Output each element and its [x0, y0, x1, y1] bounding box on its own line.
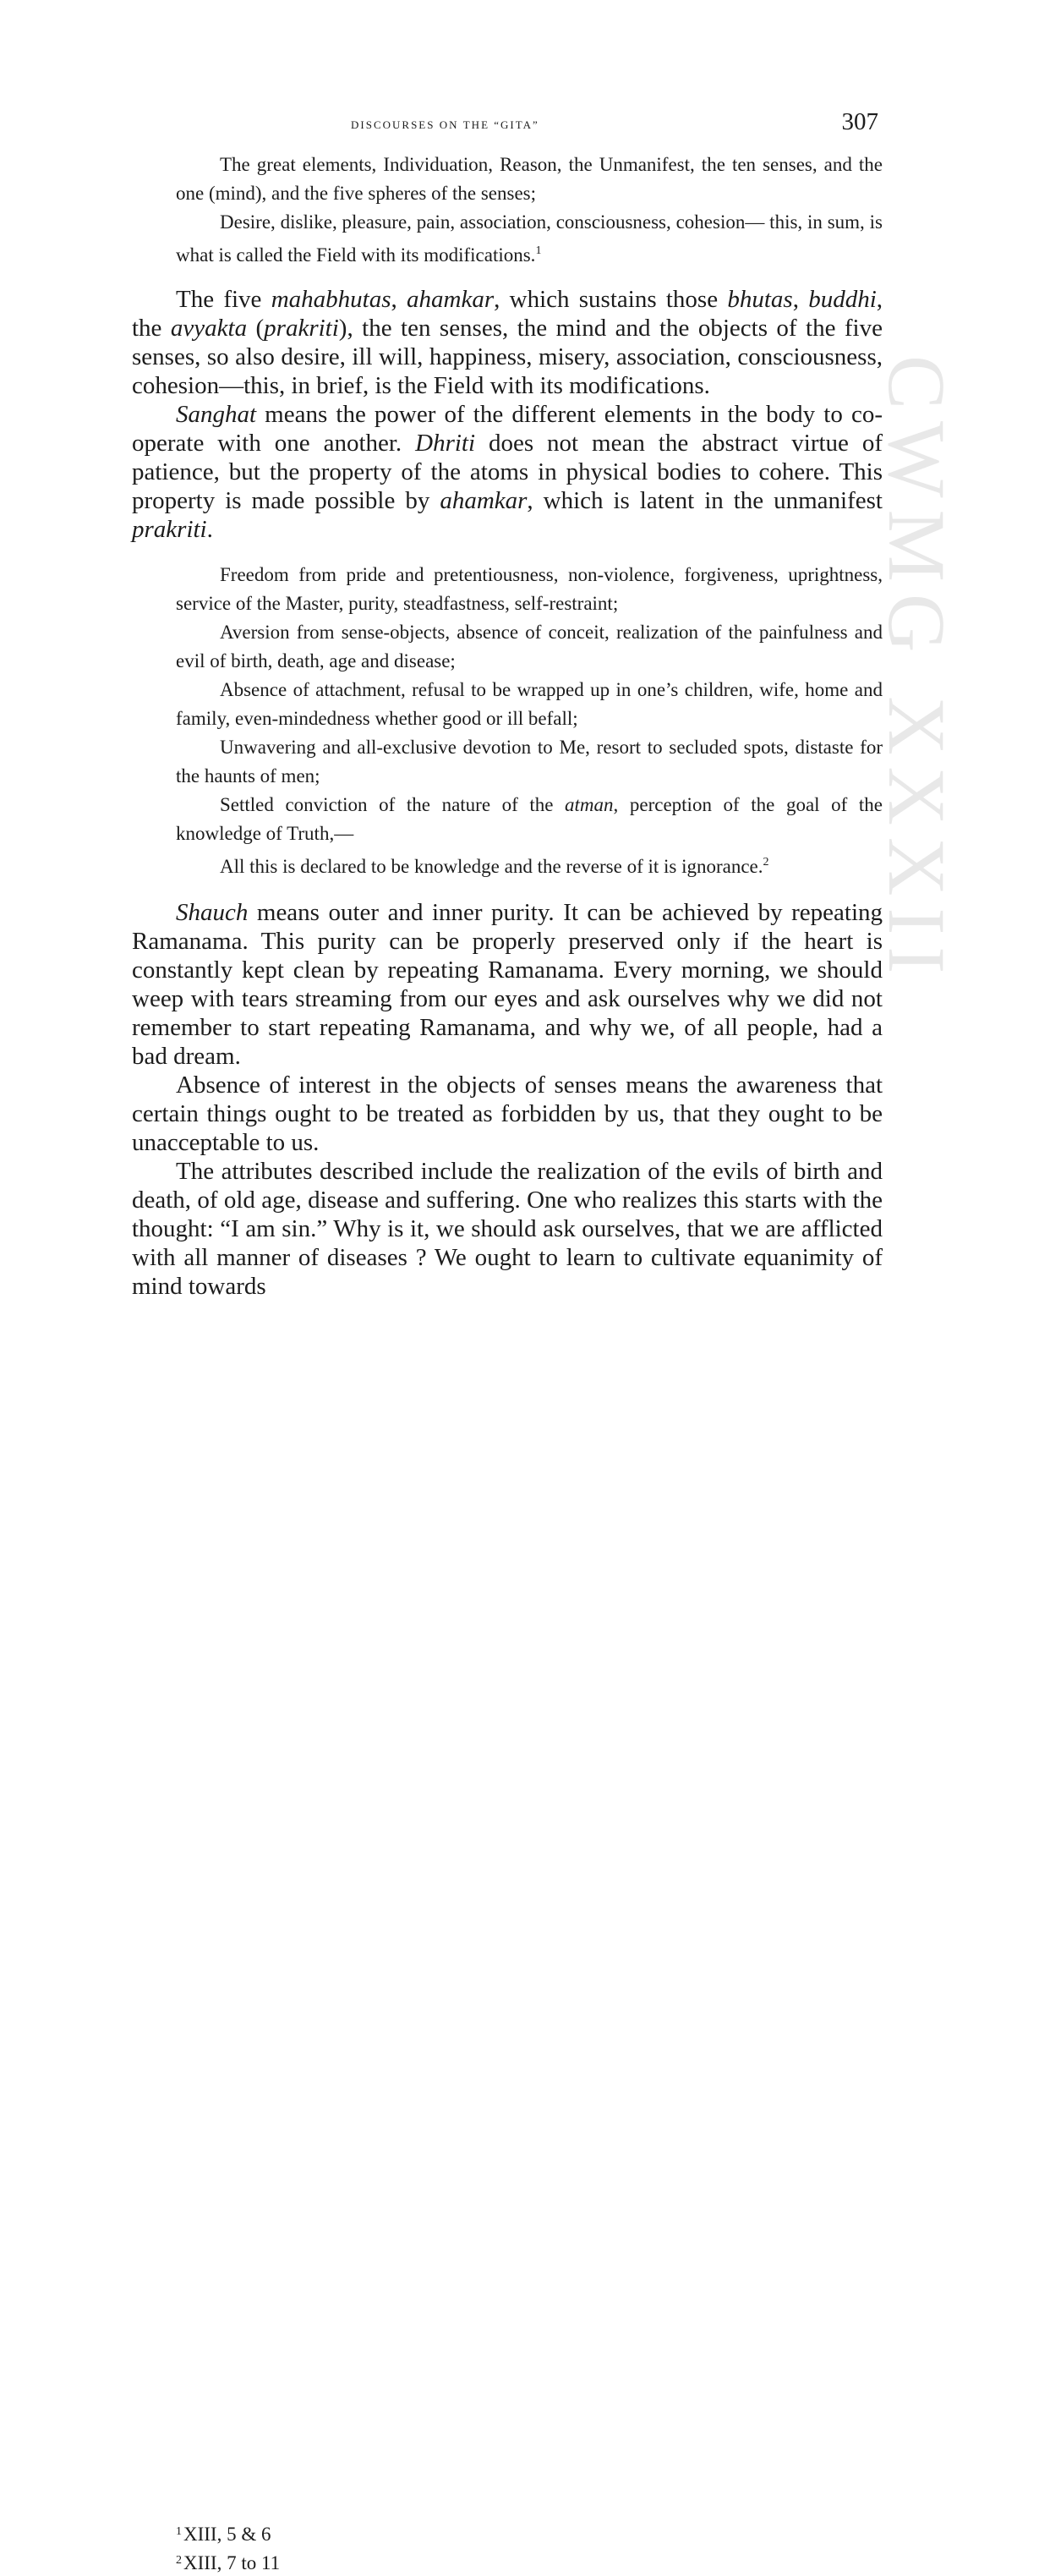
verse-line: Unwavering and all-exclusive devotion to Me, resort to secluded spots, distaste for the haunts of men; — [176, 737, 883, 787]
verse-line: Absence of attachment, refusal to be wrapped up in one’s children, wife, home and family, even-mindedness whether good or ill befall; — [176, 679, 883, 729]
paragraph: Shauch means outer and inner purity. It can be achieved by repeating Ramanama. This purity can be properly preserved only if the heart is constantly kept clean by repeating Ramanama. Every morning, we should weep with tears streaming from our eyes and ask ourselves why we did not remember to start repeating Ramanama, and why we, of all people, had a bad dream. — [132, 899, 883, 1070]
verse-line: Aversion from sense-objects, absence of conceit, realization of the painfulness and evil of birth, death, age and disease; — [176, 622, 883, 671]
page-header — [132, 108, 883, 144]
running-head: discourses on the “gita” — [351, 115, 539, 133]
verse-line: Desire, dislike, pleasure, pain, association, consciousness, cohesion— this, in sum, is what is called the Field with its modifications.$^1$ — [176, 211, 883, 266]
verse-line: All this is declared to be knowledge and the reverse of it is ignorance.$^2$ — [220, 856, 769, 877]
paragraph: Absence of interest in the objects of senses means the awareness that certain things ought to be treated as forbidden by us, that they ought to be unacceptable to us. — [132, 1072, 883, 1156]
paragraph: The attributes described include the realization of the evils of birth and death, of old age, disease and suffering. One who realizes this starts with the thought: “I am sin.” Why is it, we should ask ourselves, that we are afflicted with all manner of diseases ? We ought to learn to cultivate equanimity of mind towards — [132, 1158, 883, 1300]
verse-line: Freedom from pride and pretentiousness, non-violence, forgiveness, uprightness, service of the Master, purity, steadfastness, self-restraint; — [176, 564, 883, 614]
paragraph: Sanghat means the power of the different elements in the body to co-operate with one another. Dhriti does not mean the abstract virtue of patience, but the property of the atoms in physical bodies to cohere. This property is made possible by ahamkar, which is latent in the unmanifest prakriti. — [132, 401, 883, 543]
footnote: $^1$XIII, 5 & 6 — [176, 2524, 271, 2545]
verse-line: The great elements, Individuation, Reason, the Unmanifest, the ten senses, and the one (mind), and the five spheres of the senses; — [176, 154, 883, 204]
verse-block-2 — [132, 561, 883, 881]
verse-line: Settled conviction of the nature of the atman, perception of the goal of the knowledge of Truth,— — [176, 794, 883, 844]
verse-block-1 — [132, 151, 883, 270]
page — [132, 108, 883, 1301]
footnote: $^2$XIII, 7 to 11 — [176, 2552, 281, 2573]
paragraph: The five mahabhutas, ahamkar, which sustains those bhutas, buddhi, the avyakta (prakriti), the ten senses, the mind and the objects of the five senses, so also desire, ill will, happiness, misery, association, consciousness, cohesion—this, in brief, is the Field with its modifications. — [132, 286, 883, 399]
footnotes — [176, 2518, 1039, 2576]
footnote-ref[interactable]: 1 — [535, 244, 542, 257]
footnote-ref[interactable]: 2 — [763, 856, 769, 869]
page-number: 307 — [841, 108, 878, 135]
watermark: CWMG XXXII — [872, 355, 962, 986]
